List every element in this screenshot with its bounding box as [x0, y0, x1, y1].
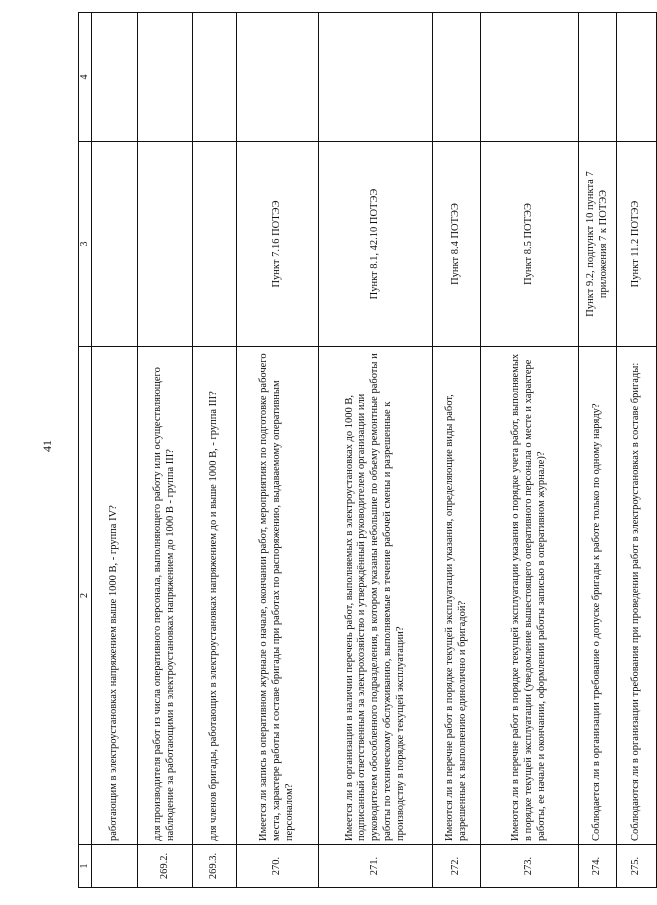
row-number: 273. [481, 845, 579, 888]
row-note [138, 13, 193, 142]
row-note [237, 13, 319, 142]
row-note [617, 13, 657, 142]
page-number: 41 [40, 440, 54, 452]
row-reference: Пункт 11.2 ПОТЭЭ [617, 142, 657, 347]
row-number: 270. [237, 845, 319, 888]
row-reference: Пункт 9.2, подпункт 10 пункта 7 приложения 7 к ПОТЭЭ [579, 142, 617, 347]
row-question: для членов бригады, работающих в электроустановках напряжением до и выше 1000 В, - группа III? [193, 347, 237, 845]
row-question: Имеются ли в перечне работ в порядке текущей эксплуатации указания, определяющие виды работ, разрешенные к выполнению единолично и бригадой? [433, 347, 481, 845]
rotated-table-container [78, 33, 657, 888]
header-col-4: 4 [79, 13, 92, 142]
row-note [92, 13, 138, 142]
table-row [237, 13, 319, 888]
table-row [138, 13, 193, 888]
row-note [579, 13, 617, 142]
table-row [193, 13, 237, 888]
table-row [481, 13, 579, 888]
row-number: 271. [319, 845, 433, 888]
row-reference [138, 142, 193, 347]
row-number [92, 845, 138, 888]
row-question: работающим в электроустановках напряжением выше 1000 В, - группа IV? [92, 347, 138, 845]
row-number: 274. [579, 845, 617, 888]
row-reference: Пункт 7.16 ПОТЭЭ [237, 142, 319, 347]
row-reference [193, 142, 237, 347]
row-question: Соблюдается ли в организации требование о допуске бригады к работе только по одному наряду? [579, 347, 617, 845]
header-col-1: 1 [79, 845, 92, 888]
row-question: Имеется ли в организации в наличии перечень работ, выполняемых в электроустановках до 1000 В, подписанный ответственным за электрохозяйство и утверждённый руководителем организации или руководителем обособленного подразделения, в котором указаны небольшие по объему ремонтные работы и работы по техническому обслуживанию, выполняемые в течение рабочей смены и разрешенные к производству в порядке текущей эксплуатации? [319, 347, 433, 845]
table-row [319, 13, 433, 888]
row-reference [92, 142, 138, 347]
table-row [433, 13, 481, 888]
row-number: 269.2. [138, 845, 193, 888]
row-note [433, 13, 481, 142]
row-note [193, 13, 237, 142]
row-number: 269.3. [193, 845, 237, 888]
header-row [79, 13, 92, 888]
row-number: 272. [433, 845, 481, 888]
table-row [92, 13, 138, 888]
row-question: Имеются ли в перечне работ в порядке текущей эксплуатации указания о порядке учета работ, выполняемых в порядке текущей эксплуатации (уведомление вышестоящего оперативного персонала о месте и характере работы, ее начале и окончании, оформлении работы записью в оперативном журнале)? [481, 347, 579, 845]
row-reference: Пункт 8.4 ПОТЭЭ [433, 142, 481, 347]
row-number: 275. [617, 845, 657, 888]
table-row [579, 13, 617, 888]
row-reference: Пункт 8.5 ПОТЭЭ [481, 142, 579, 347]
row-reference: Пункт 8.1, 42.10 ПОТЭЭ [319, 142, 433, 347]
row-question: Соблюдаются ли в организации требования при проведении работ в электроустановках в составе бригады: [617, 347, 657, 845]
header-col-3: 3 [79, 142, 92, 347]
row-question: Имеется ли запись в оперативном журнале о начале, окончании работ, мероприятиях по подготовке рабочего места, характере работы и составе бригады при работах по распоряжению, выдаваемому оперативным персоналом? [237, 347, 319, 845]
header-col-2: 2 [79, 347, 92, 845]
row-note [319, 13, 433, 142]
row-note [481, 13, 579, 142]
table-row [617, 13, 657, 888]
checklist-table [78, 12, 657, 888]
row-question: для производителя работ из числа оперативного персонала, выполняющего работу или осуществляющего наблюдение за работающими в электроустановках напряжением до 1000 В - группа III? [138, 347, 193, 845]
